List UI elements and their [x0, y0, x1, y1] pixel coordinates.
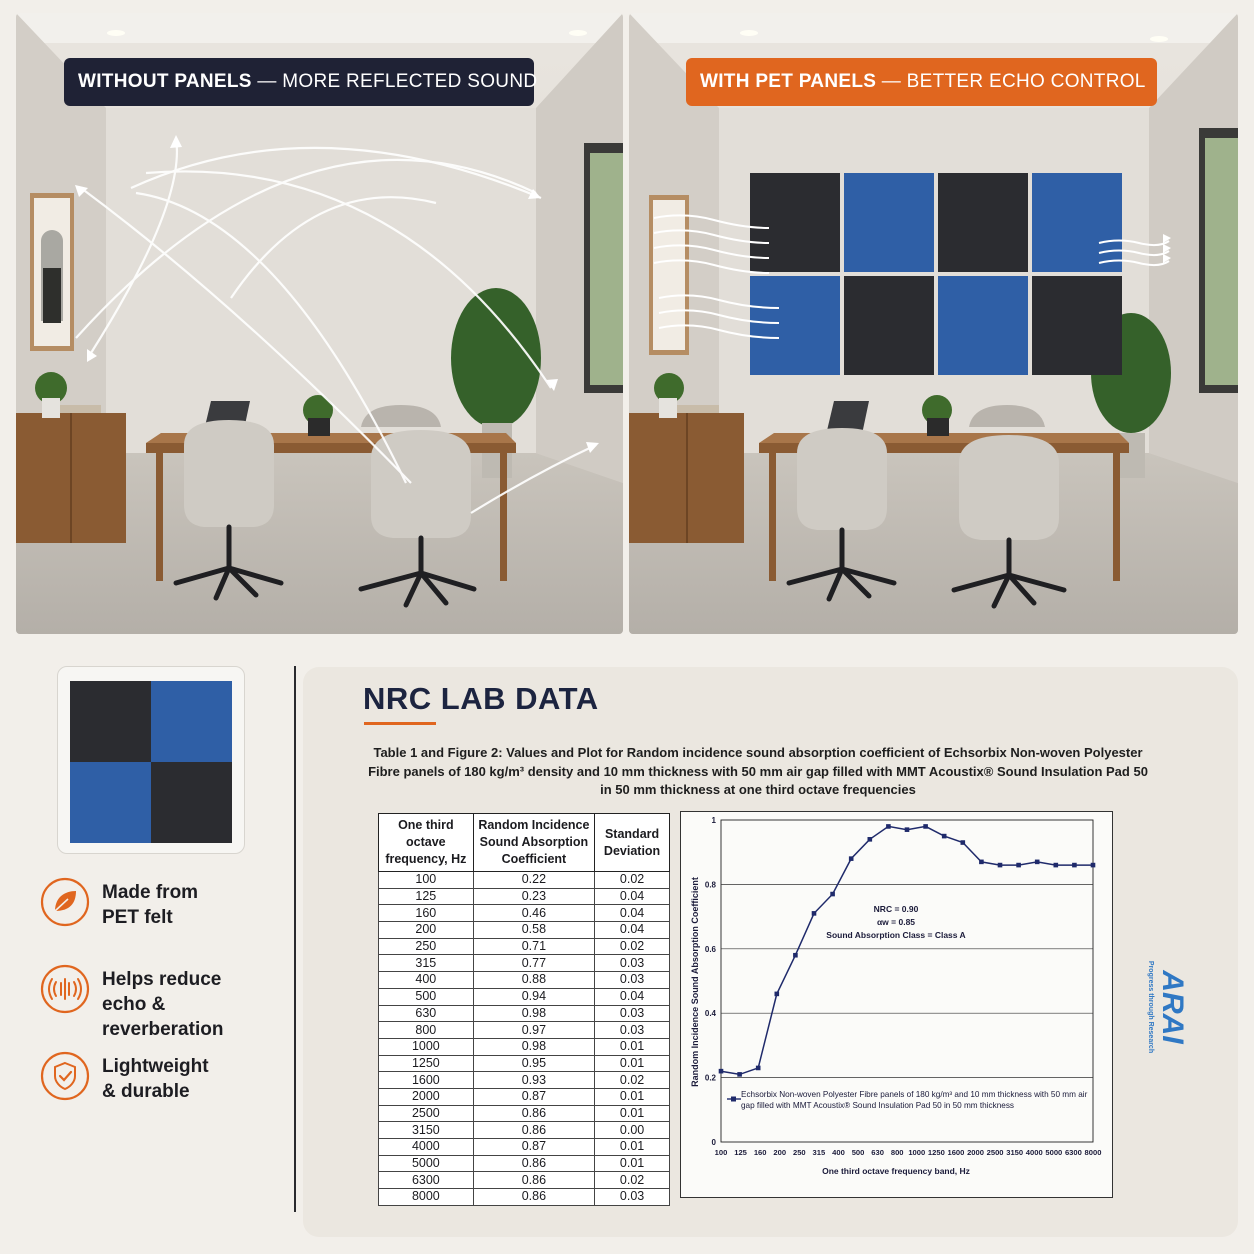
without-banner-text: — MORE REFLECTED SOUND [251, 71, 538, 92]
cell-std-dev: 0.01 [595, 1139, 670, 1156]
y-axis-label: Random Incidence Sound Absorption Coefficient [690, 877, 700, 1087]
table-row [379, 1088, 670, 1105]
cell-coefficient: 0.94 [473, 988, 594, 1005]
absorption-chart [680, 811, 1113, 1198]
x-tick-label: 800 [890, 1148, 904, 1157]
feature-label: Lightweight & durable [102, 1056, 209, 1102]
x-tick-label: 2500 [986, 1148, 1004, 1157]
cell-frequency: 1250 [379, 1055, 474, 1072]
data-point [886, 824, 891, 829]
x-tick-label: 125 [734, 1148, 747, 1157]
data-point [1016, 863, 1021, 868]
data-point [812, 911, 817, 916]
cell-coefficient: 0.87 [473, 1088, 594, 1105]
cell-coefficient: 0.98 [473, 1038, 594, 1055]
acoustic-panel [938, 276, 1028, 375]
cell-coefficient: 0.86 [473, 1172, 594, 1189]
cell-coefficient: 0.23 [473, 888, 594, 905]
cell-coefficient: 0.86 [473, 1105, 594, 1122]
table-row [379, 955, 670, 972]
cell-std-dev: 0.00 [595, 1122, 670, 1139]
x-tick-label: 160 [753, 1148, 767, 1157]
cell-frequency: 5000 [379, 1155, 474, 1172]
y-tick-label: 0.4 [704, 1009, 716, 1019]
absorption-table [378, 813, 670, 1206]
x-tick-label: 1000 [908, 1148, 926, 1157]
data-point [998, 863, 1003, 868]
data-point [961, 840, 966, 845]
cell-coefficient: 0.86 [473, 1189, 594, 1206]
x-tick-label: 8000 [1084, 1148, 1102, 1157]
cell-frequency: 3150 [379, 1122, 474, 1139]
cell-std-dev: 0.01 [595, 1055, 670, 1072]
table-row [379, 1022, 670, 1039]
table-row [379, 905, 670, 922]
cell-frequency: 800 [379, 1022, 474, 1039]
feature-label: Helps reduce echo & reverberation [102, 969, 224, 1040]
header-frequency: One third octave frequency, Hz [379, 814, 474, 872]
cell-std-dev: 0.03 [595, 1022, 670, 1039]
chart-legend [727, 1090, 1101, 1120]
cell-frequency: 250 [379, 938, 474, 955]
cell-std-dev: 0.04 [595, 988, 670, 1005]
cell-frequency: 4000 [379, 1139, 474, 1156]
cell-coefficient: 0.88 [473, 972, 594, 989]
without-panels-scene [16, 13, 623, 634]
y-tick-label: 0.6 [704, 944, 716, 954]
without-banner-bold: WITHOUT PANELS [78, 71, 252, 92]
table-row [379, 922, 670, 939]
table-row [379, 1038, 670, 1055]
data-point [923, 824, 928, 829]
data-point [793, 953, 798, 958]
cell-frequency: 630 [379, 1005, 474, 1022]
cell-std-dev: 0.03 [595, 955, 670, 972]
table-caption: Table 1 and Figure 2: Values and Plot for Random incidence sound absorption coefficient of Echsorbix Non-woven Polyester Fibre panels of 180 kg/m³ density and 10 mm thickness with 50 mm air gap filled with MMT Acoustix® Sound Insulation Pad 50 in 50 mm thickness at one third octave frequencies [368, 745, 1148, 797]
table-row [379, 1055, 670, 1072]
svg-text:ARAI: ARAI [1156, 970, 1189, 1044]
cell-frequency: 160 [379, 905, 474, 922]
acoustic-panel [1032, 276, 1122, 375]
data-point [1091, 863, 1096, 868]
cell-frequency: 2500 [379, 1105, 474, 1122]
data-point [1035, 860, 1040, 865]
table-row [379, 988, 670, 1005]
header-std-dev: Standard Deviation [595, 814, 670, 872]
cell-frequency: 400 [379, 972, 474, 989]
x-tick-label: 2000 [967, 1148, 984, 1157]
annotation-nrc: NRC = 0.90 [873, 904, 919, 914]
cell-frequency: 1000 [379, 1038, 474, 1055]
arai-logo [1129, 952, 1189, 1062]
feature-lightweight [40, 1051, 290, 1111]
x-axis-label: One third octave frequency band, Hz [822, 1166, 970, 1176]
cell-coefficient: 0.46 [473, 905, 594, 922]
data-point [830, 892, 835, 897]
x-tick-label: 400 [832, 1148, 845, 1157]
cell-coefficient: 0.86 [473, 1155, 594, 1172]
without-panels-banner [64, 58, 538, 106]
acoustic-panel [844, 276, 934, 375]
cell-std-dev: 0.01 [595, 1038, 670, 1055]
cell-frequency: 125 [379, 888, 474, 905]
annotation-class: Sound Absorption Class = Class A [826, 930, 966, 940]
table-row [379, 888, 670, 905]
data-point [979, 860, 984, 865]
legend-series-name: Echsorbix Non-woven Polyester Fibre panels of 180 kg/m³ and 10 mm thickness with 50 mm air gap filled with MMT Acoustix® Sound Insulation Pad 50 in 50 mm thickness [741, 1090, 1088, 1110]
data-point [719, 1069, 724, 1074]
shield-check-icon [40, 1051, 90, 1101]
x-tick-label: 630 [871, 1148, 884, 1157]
data-point [775, 992, 780, 997]
cell-frequency: 6300 [379, 1172, 474, 1189]
feature-pet-felt [40, 877, 290, 937]
cell-std-dev: 0.02 [595, 1172, 670, 1189]
acoustic-panel [750, 276, 840, 375]
cell-std-dev: 0.02 [595, 938, 670, 955]
cell-frequency: 500 [379, 988, 474, 1005]
svg-text:Progress through Research: Progress through Research [1147, 960, 1154, 1054]
table-row [379, 1072, 670, 1089]
acoustic-panel [938, 173, 1028, 272]
table-row [379, 1189, 670, 1206]
feature-echo [40, 964, 290, 1040]
cell-std-dev: 0.04 [595, 905, 670, 922]
data-point [737, 1072, 742, 1077]
cell-std-dev: 0.03 [595, 972, 670, 989]
header-coefficient: Random Incidence Sound Absorption Coefficient [473, 814, 594, 872]
data-point [849, 856, 854, 861]
nrc-lab-data-panel [303, 667, 1238, 1237]
data-point [942, 834, 947, 839]
table-header-row [379, 814, 670, 872]
absorption-chart-svg [681, 812, 1112, 1197]
table-row [379, 972, 670, 989]
cell-frequency: 1600 [379, 1072, 474, 1089]
x-tick-label: 5000 [1045, 1148, 1063, 1157]
sound-wave-icon [40, 964, 90, 1014]
cell-coefficient: 0.97 [473, 1022, 594, 1039]
cell-coefficient: 0.98 [473, 1005, 594, 1022]
data-point [905, 827, 910, 832]
x-tick-label: 315 [812, 1148, 826, 1157]
cell-std-dev: 0.03 [595, 1005, 670, 1022]
lab-title: NRC LAB DATA [363, 681, 599, 716]
annotation-alpha: αw = 0.85 [876, 917, 916, 927]
data-point [1072, 863, 1077, 868]
table-row [379, 1172, 670, 1189]
felt-swatch-image [70, 681, 232, 843]
cell-coefficient: 0.77 [473, 955, 594, 972]
x-tick-label: 6300 [1064, 1148, 1082, 1157]
table-row [379, 1139, 670, 1156]
cell-coefficient: 0.93 [473, 1072, 594, 1089]
title-underline [364, 722, 436, 725]
x-tick-label: 1250 [927, 1148, 945, 1157]
acoustic-panel [844, 173, 934, 272]
room-illustration-without-panels [16, 13, 623, 634]
table-row [379, 1105, 670, 1122]
cell-frequency: 8000 [379, 1189, 474, 1206]
x-tick-label: 500 [851, 1148, 865, 1157]
cell-coefficient: 0.87 [473, 1139, 594, 1156]
table-row [379, 1155, 670, 1172]
x-tick-label: 3150 [1006, 1148, 1024, 1157]
cell-std-dev: 0.01 [595, 1105, 670, 1122]
panel-swatch-card [57, 666, 245, 854]
cell-std-dev: 0.04 [595, 888, 670, 905]
data-point [756, 1066, 761, 1071]
cell-coefficient: 0.58 [473, 922, 594, 939]
cell-frequency: 2000 [379, 1088, 474, 1105]
x-tick-label: 200 [773, 1148, 787, 1157]
cell-std-dev: 0.02 [595, 1072, 670, 1089]
cell-std-dev: 0.03 [595, 1189, 670, 1206]
cell-std-dev: 0.01 [595, 1155, 670, 1172]
x-tick-label: 4000 [1025, 1148, 1043, 1157]
x-tick-label: 1600 [947, 1148, 965, 1157]
table-row [379, 938, 670, 955]
x-tick-label: 250 [792, 1148, 806, 1157]
data-point [1054, 863, 1059, 868]
table-row [379, 1122, 670, 1139]
cell-coefficient: 0.71 [473, 938, 594, 955]
table-row [379, 872, 670, 889]
cell-coefficient: 0.86 [473, 1122, 594, 1139]
room-illustration-with-panels [629, 13, 1238, 634]
cell-frequency: 100 [379, 872, 474, 889]
y-tick-label: 1 [711, 816, 716, 825]
feature-label: Made from PET felt [102, 882, 199, 928]
x-tick-label: 100 [714, 1148, 728, 1157]
y-tick-label: 0 [711, 1138, 716, 1147]
leaf-icon [40, 877, 90, 927]
data-point [868, 837, 873, 842]
y-tick-label: 0.8 [704, 880, 716, 890]
cell-coefficient: 0.95 [473, 1055, 594, 1072]
y-tick-label: 0.2 [704, 1073, 716, 1083]
cell-coefficient: 0.22 [473, 872, 594, 889]
table-row [379, 1005, 670, 1022]
with-banner-bold: WITH PET PANELS [700, 71, 877, 92]
with-panels-scene [629, 13, 1238, 634]
cell-std-dev: 0.02 [595, 872, 670, 889]
cell-std-dev: 0.01 [595, 1088, 670, 1105]
cell-std-dev: 0.04 [595, 922, 670, 939]
with-banner-text: — BETTER ECHO CONTROL [876, 71, 1146, 92]
section-divider [294, 666, 296, 1212]
with-panels-banner [686, 58, 1157, 106]
acoustic-panel [1032, 173, 1122, 272]
cell-frequency: 315 [379, 955, 474, 972]
cell-frequency: 200 [379, 922, 474, 939]
